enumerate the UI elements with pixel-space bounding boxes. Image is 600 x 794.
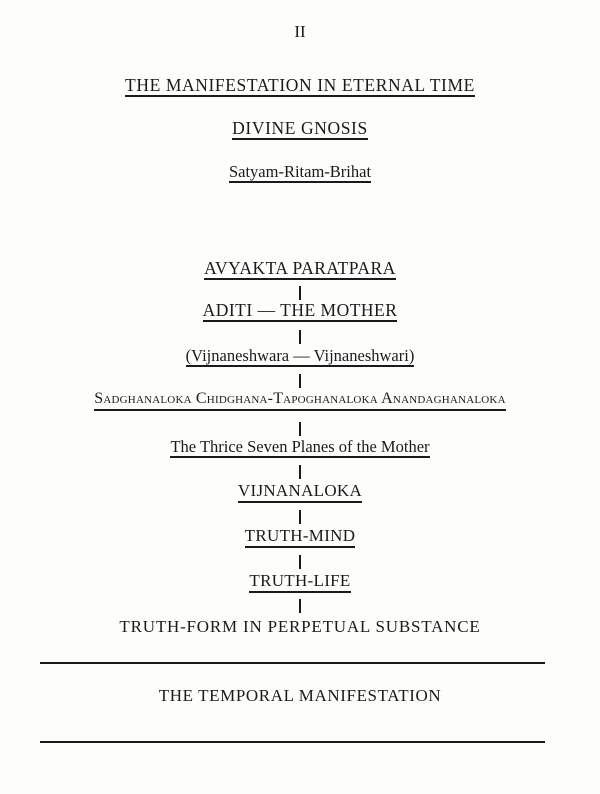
subtitle: DIVINE GNOSIS <box>0 118 600 140</box>
connector-line <box>299 510 301 524</box>
tagline: Satyam-Ritam-Brihat <box>0 162 600 183</box>
connector-line <box>299 286 301 300</box>
node-avyakta-paratpara: AVYAKTA PARATPARA <box>0 258 600 280</box>
chapter-number: II <box>294 22 306 41</box>
connector-line <box>299 599 301 613</box>
node-thrice-seven-planes: The Thrice Seven Planes of the Mother <box>0 437 600 458</box>
node-vijnanaloka: VIJNANALOKA <box>0 481 600 503</box>
node-truth-mind: TRUTH-MIND <box>0 526 600 548</box>
connector-line <box>299 465 301 479</box>
connector-line <box>299 555 301 569</box>
node-vijnaneshwara: (Vijnaneshwara — Vijnaneshwari) <box>0 346 600 367</box>
connector-line <box>299 374 301 388</box>
node-truth-form: TRUTH-FORM IN PERPETUAL SUBSTANCE <box>119 617 481 636</box>
connector-line <box>299 422 301 436</box>
divider-top <box>40 662 545 664</box>
divider-bottom <box>40 741 545 743</box>
node-aditi-the-mother: ADITI — THE MOTHER <box>0 300 600 322</box>
node-sadghanaloka: Sadghanaloka Chidghana-Tapoghanaloka Anandaghanaloka <box>0 390 600 411</box>
node-truth-life: TRUTH-LIFE <box>0 571 600 593</box>
connector-line <box>299 330 301 344</box>
temporal-manifestation-title: THE TEMPORAL MANIFESTATION <box>158 686 442 705</box>
main-title: THE MANIFESTATION IN ETERNAL TIME <box>0 75 600 97</box>
